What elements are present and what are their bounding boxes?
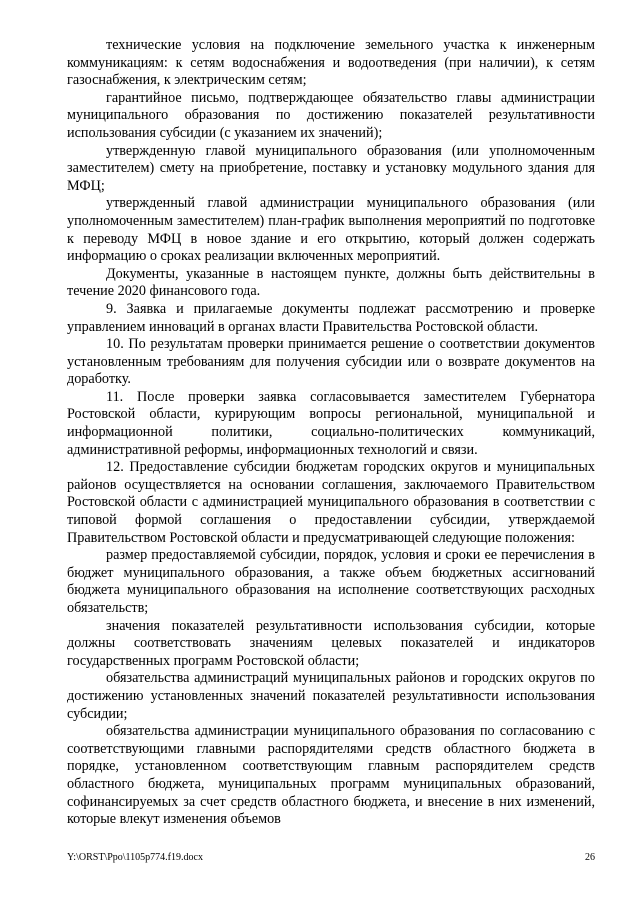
- paragraph-cost-estimate: утвержденную главой муниципального образования (или уполномоченным заместителем) смету на приобретение, поставку и установку модульного здания для МФЦ;: [67, 142, 595, 194]
- paragraph-indicator-values: значения показателей результативности использования субсидии, которые должны соответствовать значениям целевых показателей и индикаторов государственных программ Ростовской области;: [67, 617, 595, 669]
- paragraph-tech-conditions: технические условия на подключение земельного участка к инженерным коммуникациям: к сетям водоснабжения и водоотведения (при наличии), к сетям газоснабжения, к электрическим сетям;: [67, 37, 595, 89]
- footer-file-path: Y:\ORST\Ppo\1105p774.f19.docx: [67, 852, 203, 863]
- paragraph-item-10: 10. По результатам проверки принимается решение о соответствии документов установленным требованиям для получения субсидии или о возврате документов на доработку.: [67, 336, 595, 388]
- document-body: [67, 37, 595, 829]
- paragraph-item-12: 12. Предоставление субсидии бюджетам городских округов и муниципальных районов осуществляется на основании соглашения, заключаемого Правительством Ростовской области с администрацией муниципального образования в соответствии с типовой формой соглашения о предоставлении субсидии, утверждаемой Правительством Ростовской области и предусматривающей следующие положения:: [67, 459, 595, 546]
- paragraph-item-9: 9. Заявка и прилагаемые документы подлежат рассмотрению и проверке управлением инноваций в органах власти Правительства Ростовской области.: [67, 300, 595, 335]
- paragraph-subsidy-amount: размер предоставляемой субсидии, порядок, условия и сроки ее перечисления в бюджет муниципального образования, а также объем бюджетных ассигнований бюджета муниципального образования на исполнение соответствующих расходных обязательств;: [67, 547, 595, 616]
- paragraph-guarantee-letter: гарантийное письмо, подтверждающее обязательство главы администрации муниципального образования по достижению показателей результативности использования субсидии (с указанием их значений);: [67, 89, 595, 141]
- paragraph-schedule-plan: утвержденный главой администрации муниципального образования (или уполномоченным заместителем) план-график выполнения мероприятий по подготовке к переводу МФЦ в новое здание и его открытию, который должен содержать информацию о сроках реализации включенных мероприятий.: [67, 195, 595, 265]
- paragraph-validity: Документы, указанные в настоящем пункте, должны быть действительны в течение 2020 финансового года.: [67, 265, 595, 300]
- paragraph-admin-obligations: обязательства администраций муниципальных районов и городских округов по достижению установленных значений показателей результативности использования субсидии;: [67, 670, 595, 722]
- page-number: 26: [585, 852, 595, 863]
- paragraph-coordination-obligations: обязательства администрации муниципального образования по согласованию с соответствующими главными распорядителями средств областного бюджета в порядке, установленном соответствующим главным распорядителем средств областного бюджета, муниципальных программ муниципальных образований, софинансируемых за счет средств областного бюджета, и внесение в них изменений, которые влекут изменения объемов: [67, 723, 595, 828]
- paragraph-item-11: 11. После проверки заявка согласовывается заместителем Губернатора Ростовской области, курирующим вопросы региональной, муниципальной и информационной политики, социально-политических коммуникаций, административной реформы, информационных технологий и связи.: [67, 388, 595, 458]
